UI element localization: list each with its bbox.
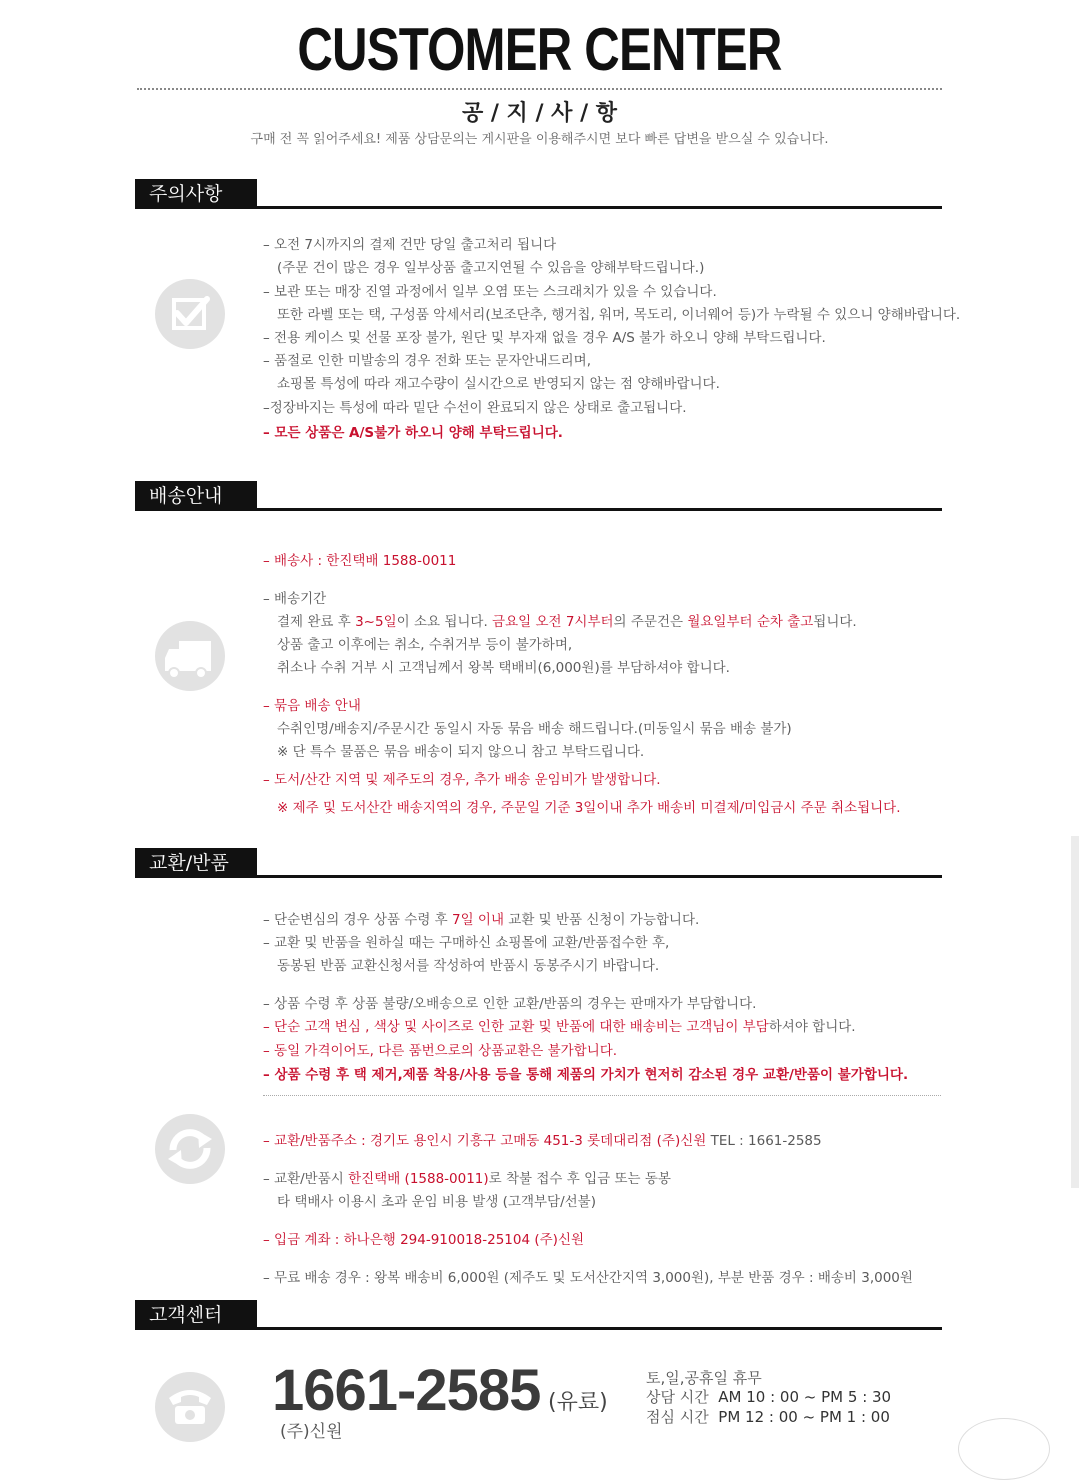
truck-icon bbox=[155, 621, 225, 691]
caution-line: 또한 라벨 또는 택, 구성품 악세서리(보조단추, 행거칩, 워머, 목도리, 이너웨어 등)가 누락될 수 있으니 양해바랍니다. bbox=[277, 307, 961, 323]
section-rule bbox=[135, 206, 942, 209]
exchange-line: – 동일 가격이어도, 다른 품번으로의 상품교환은 불가합니다. bbox=[263, 1043, 618, 1059]
caution-line: – 오전 7시까지의 결제 건만 당일 출고처리 됩니다 bbox=[263, 237, 557, 253]
delivery-period-line: 취소나 수취 거부 시 고객님께서 왕복 택배비(6,000원)를 부담하셔야 합니다. bbox=[277, 660, 730, 676]
exchange-line: – 단순 고객 변심 , 색상 및 사이즈로 인한 교환 및 반품에 대한 배송비는 고객님이 부담하셔야 합니다. bbox=[263, 1019, 856, 1035]
checkmark-icon bbox=[155, 279, 225, 349]
cs-consult-hours: 상담 시간 AM 10 : 00 ~ PM 5 : 30 bbox=[646, 1388, 892, 1406]
exchange-line: – 상품 수령 후 상품 불량/오배송으로 인한 교환/반품의 경우는 판매자가 부담합니다. bbox=[263, 996, 757, 1012]
exchange-line: – 단순변심의 경우 상품 수령 후 7일 이내 교환 및 반품 신청이 가능합니다. bbox=[263, 912, 700, 928]
decorative-arc bbox=[958, 1418, 1050, 1480]
divider bbox=[263, 1095, 941, 1096]
caution-line: – 전용 케이스 및 선물 포장 불가, 원단 및 부자재 없을 경우 A/S 불가 하오니 양해 부탁드립니다. bbox=[263, 330, 826, 346]
cs-phone-note: (유료) bbox=[548, 1390, 608, 1415]
section-label: 주의사항 bbox=[135, 179, 257, 209]
delivery-period-line: 상품 출고 이후에는 취소, 수취거부 등이 불가하며, bbox=[277, 637, 573, 653]
section-label: 고객센터 bbox=[135, 1300, 257, 1330]
section-exchange-header bbox=[135, 848, 942, 878]
delivery-bundle-title: – 묶음 배송 안내 bbox=[263, 698, 361, 714]
exchange-line: – 교환 및 반품을 원하실 때는 구매하신 쇼핑몰에 교환/반품접수한 후, bbox=[263, 935, 670, 951]
delivery-period-line: 결제 완료 후 3~5일이 소요 됩니다. 금요일 오전 7시부터의 주문건은 월요일부터 순차 출고됩니다. bbox=[277, 614, 857, 630]
exchange-return-line: – 교환/반품시 한진택배 (1588-0011)로 착불 접수 후 입금 또는 동봉 bbox=[263, 1171, 671, 1187]
section-label: 배송안내 bbox=[135, 481, 257, 511]
delivery-courier: – 배송사 : 한진택배 1588-0011 bbox=[263, 553, 457, 569]
section-rule bbox=[135, 508, 942, 511]
caution-line-highlight: – 모든 상품은 A/S불가 하오니 양해 부탁드립니다. bbox=[263, 425, 563, 441]
exchange-line: 동봉된 반품 교환신청서를 작성하여 반품시 동봉주시기 바랍니다. bbox=[277, 958, 660, 974]
exchange-return-line: 타 택배사 이용시 초과 운임 비용 발생 (고객부담/선불) bbox=[277, 1194, 596, 1210]
cs-lunch-hours: 점심 시간 PM 12 : 00 ~ PM 1 : 00 bbox=[646, 1408, 890, 1426]
section-rule bbox=[135, 875, 942, 878]
caution-line: 쇼핑몰 특성에 따라 재고수량이 실시간으로 반영되지 않는 점 양해바랍니다. bbox=[277, 376, 720, 392]
delivery-period-title: – 배송기간 bbox=[263, 591, 327, 607]
delivery-bundle-line: ※ 단 특수 물품은 묶음 배송이 되지 않으니 참고 부탁드립니다. bbox=[277, 744, 645, 760]
exchange-free-shipping: – 무료 배송 경우 : 왕복 배송비 6,000원 (제주도 및 도서산간지역 3,000원), 부분 반품 경우 : 배송비 3,000원 bbox=[263, 1270, 913, 1286]
cs-company: (주)신원 bbox=[280, 1422, 343, 1442]
notice-subtitle: 구매 전 꼭 읽어주세요! 제품 상담문의는 게시판을 이용해주시면 보다 빠른 답변을 받으실 수 있습니다. bbox=[250, 132, 829, 147]
cs-closed-days: 토,일,공휴일 휴무 bbox=[646, 1369, 762, 1387]
delivery-bundle-line: 수취인명/배송지/주문시간 동일시 자동 묶음 배송 해드립니다.(미동일시 묶음 배송 불가) bbox=[277, 721, 792, 737]
scrollbar-track[interactable] bbox=[1071, 836, 1079, 1188]
page-title: CUSTOMER CENTER bbox=[297, 16, 782, 83]
section-label: 교환/반품 bbox=[135, 848, 257, 878]
exchange-arrows-icon bbox=[155, 1114, 225, 1184]
section-delivery-header bbox=[135, 481, 942, 511]
section-rule bbox=[135, 1327, 942, 1330]
telephone-icon bbox=[155, 1372, 225, 1442]
delivery-island-note: ※ 제주 및 도서산간 배송지역의 경우, 주문일 기준 3일이내 추가 배송비 미결제/미입금시 주문 취소됩니다. bbox=[277, 800, 901, 816]
section-caution-header bbox=[135, 179, 942, 209]
section-cs-header bbox=[135, 1300, 942, 1330]
divider bbox=[137, 88, 942, 90]
cs-phone-number: 1661-2585 bbox=[272, 1358, 541, 1423]
delivery-island-line: – 도서/산간 지역 및 제주도의 경우, 추가 배송 운임비가 발생합니다. bbox=[263, 772, 661, 788]
exchange-address: – 교환/반품주소 : 경기도 용인시 기흥구 고매동 451-3 롯데대리점 (주)신원 TEL : 1661-2585 bbox=[263, 1133, 822, 1149]
caution-line: – 품절로 인한 미발송의 경우 전화 또는 문자안내드리며, bbox=[263, 353, 591, 369]
caution-line: – 보관 또는 매장 진열 과정에서 일부 오염 또는 스크래치가 있을 수 있습니다. bbox=[263, 284, 717, 300]
exchange-account: – 입금 계좌 : 하나은행 294-910018-25104 (주)신원 bbox=[263, 1232, 585, 1248]
notice-heading: 공 / 지 / 사 / 항 bbox=[461, 101, 618, 126]
exchange-line-highlight: – 상품 수령 후 택 제거,제품 착용/사용 등을 통해 제품의 가치가 현저히 감소된 경우 교환/반품이 불가합니다. bbox=[263, 1067, 909, 1083]
caution-line: –정장바지는 특성에 따라 밑단 수선이 완료되지 않은 상태로 출고됩니다. bbox=[263, 400, 687, 416]
caution-line: (주문 건이 많은 경우 일부상품 출고지연될 수 있음을 양해부탁드립니다.) bbox=[277, 260, 705, 276]
